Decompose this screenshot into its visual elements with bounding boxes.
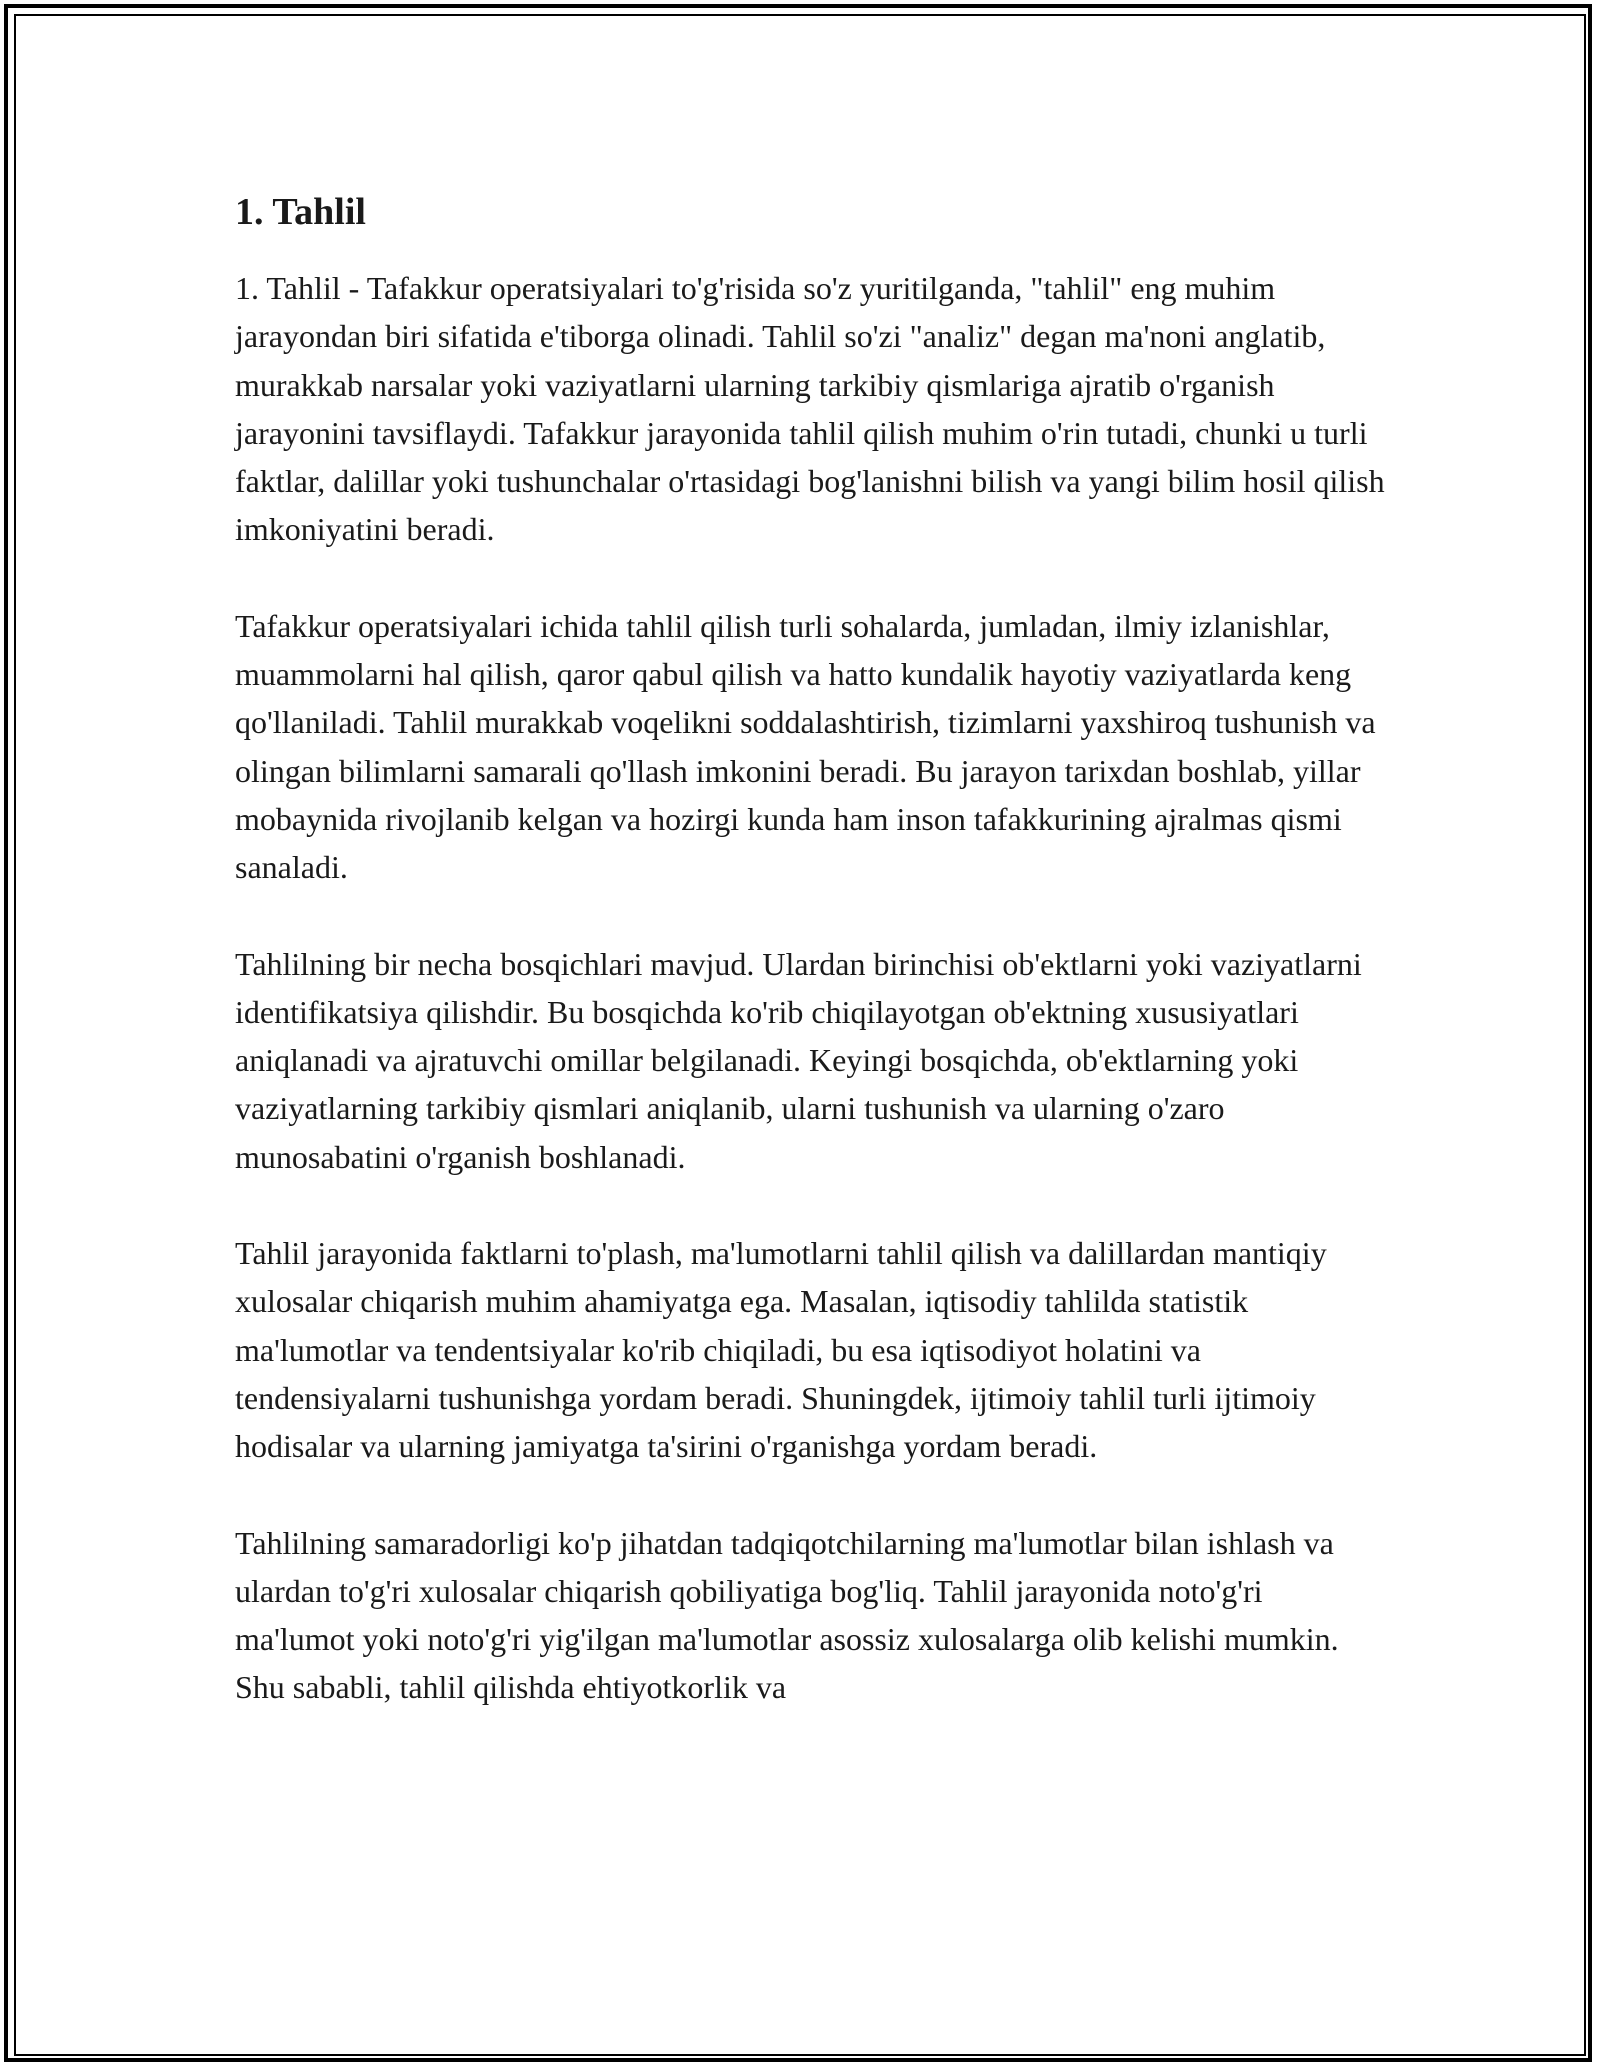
paragraph-2: Tafakkur operatsiyalari ichida tahlil qilish turli sohalarda, jumladan, ilmiy izlanishlar, muammolarni hal qilish, qaror qabul qilish va hatto kundalik hayotiy vaziyatlarda keng qo'llaniladi. Tahlil murakkab voqelikni soddalashtirish, tizimlarni yaxshiroq tushunish va olingan bilimlarni samarali qo'llash imkonini beradi. Bu jarayon tarixdan boshlab, yillar mobaynida rivojlanib kelgan va hozirgi kunda ham inson tafakkurining ajralmas qismi sanaladi. xyxy=(235,607,1376,886)
section-heading: 1. Tahlil xyxy=(235,191,366,233)
paragraph-5: Tahlilning samaradorligi ko'p jihatdan tadqiqotchilarning ma'lumotlar bilan ishlash va ulardan to'g'ri xulosalar chiqarish qobiliyatiga bog'liq. Tahlil jarayonida noto'g'ri ma'lumot yoki noto'g'ri yig'ilgan ma'lumotlar asossiz xulosalarga olib kelishi mumkin. Shu sababli, tahlil qilishda ehtiyotkorlik va xyxy=(235,1524,1339,1706)
document-body xyxy=(235,186,1385,1760)
paragraph-4: Tahlil jarayonida faktlarni to'plash, ma'lumotlarni tahlil qilish va dalillardan mantiqiy xulosalar chiqarish muhim ahamiyatga ega. Masalan, iqtisodiy tahlilda statistik ma'lumotlar va tendentsiyalar ko'rib chiqiladi, bu esa iqtisodiyot holatini va tendensiyalarni tushunishga yordam beradi. Shuningdek, ijtimoiy tahlil turli ijtimoiy hodisalar va ularning jamiyatga ta'sirini o'rganishga yordam beradi. xyxy=(235,1235,1327,1465)
paragraph-3: Tahlilning bir necha bosqichlari mavjud. Ulardan birinchisi ob'ektlarni yoki vaziyatlarni identifikatsiya qilishdir. Bu bosqichda ko'rib chiqilayotgan ob'ektning xususiyatlari aniqlanadi va ajratuvchi omillar belgilanadi. Keyingi bosqichda, ob'ektlarning yoki vaziyatlarning tarkibiy qismlari aniqlanib, ularni tushunish va ularning o'zaro munosabatini o'rganish boshlanadi. xyxy=(235,945,1362,1175)
paragraph-1: 1. Tahlil - Tafakkur operatsiyalari to'g'risida so'z yuritilganda, "tahlil" eng muhim jarayondan biri sifatida e'tiborga olinadi. Tahlil so'zi "analiz" degan ma'noni anglatib, murakkab narsalar yoki vaziyatlarni ularning tarkibiy qismlariga ajratib o'rganish jarayonini tavsiflaydi. Tafakkur jarayonida tahlil qilish muhim o'rin tutadi, chunki u turli faktlar, dalillar yoki tushunchalar o'rtasidagi bog'lanishni bilish va yangi bilim hosil qilish imkoniyatini beradi. xyxy=(235,270,1385,548)
